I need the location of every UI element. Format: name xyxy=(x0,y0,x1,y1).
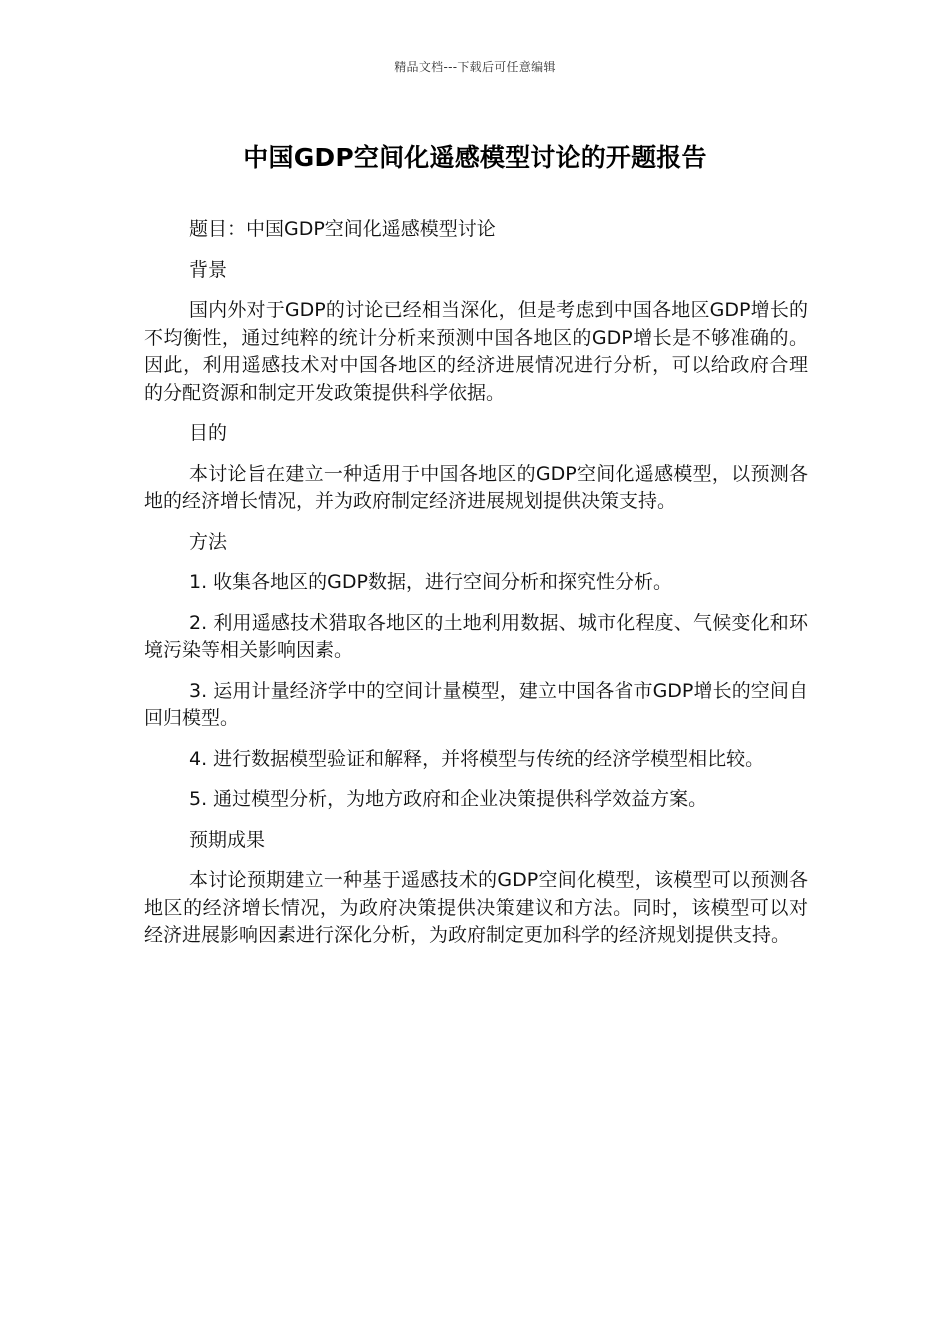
method-item-5: 5. 通过模型分析，为地方政府和企业决策提供科学效益方案。 xyxy=(189,788,708,810)
document-title: 中国GDP空间化遥感模型讨论的开题报告 xyxy=(243,143,707,172)
section-heading-expected-results: 预期成果 xyxy=(189,828,266,851)
document-body xyxy=(144,216,808,963)
method-item-1: 1. 收集各地区的GDP数据，进行空间分析和探究性分析。 xyxy=(189,571,672,593)
section-heading-purpose: 目的 xyxy=(189,422,228,444)
section-heading-method: 方法 xyxy=(189,530,228,553)
method-item-4: 4. 进行数据模型验证和解释，并将模型与传统的经济学模型相比较。 xyxy=(189,747,765,770)
expected-results-paragraph: 本讨论预期建立一种基于遥感技术的GDP空间化模型，该模型可以预测各地区的经济增长情况，为政府决策提供决策建议和方法。同时，该模型可以对经济进展影响因素进行深化分析，为政府制定更加科学的经济规划提供支持。 xyxy=(144,869,808,946)
method-item-3: 3. 运用计量经济学中的空间计量模型，建立中国各省市GDP增长的空间自回归模型。 xyxy=(144,679,808,729)
section-heading-background: 背景 xyxy=(189,258,228,281)
page-header-text: 精品文档---下载后可任意编辑 xyxy=(394,60,556,74)
background-paragraph: 国内外对于GDP的讨论已经相当深化，但是考虑到中国各地区GDP增长的不均衡性，通过纯粹的统计分析来预测中国各地区的GDP增长是不够准确的。因此，利用遥感技术对中国各地区的经济进展情况进行分析，可以给政府合理的分配资源和制定开发政策提供科学依据。 xyxy=(144,299,808,404)
topic-line: 题目：中国GDP空间化遥感模型讨论 xyxy=(189,218,496,240)
method-item-2: 2. 利用遥感技术猎取各地区的土地利用数据、城市化程度、气候变化和环境污染等相关影响因素。 xyxy=(144,611,808,661)
purpose-paragraph: 本讨论旨在建立一种适用于中国各地区的GDP空间化遥感模型，以预测各地的经济增长情况，并为政府制定经济进展规划提供决策支持。 xyxy=(144,462,808,512)
